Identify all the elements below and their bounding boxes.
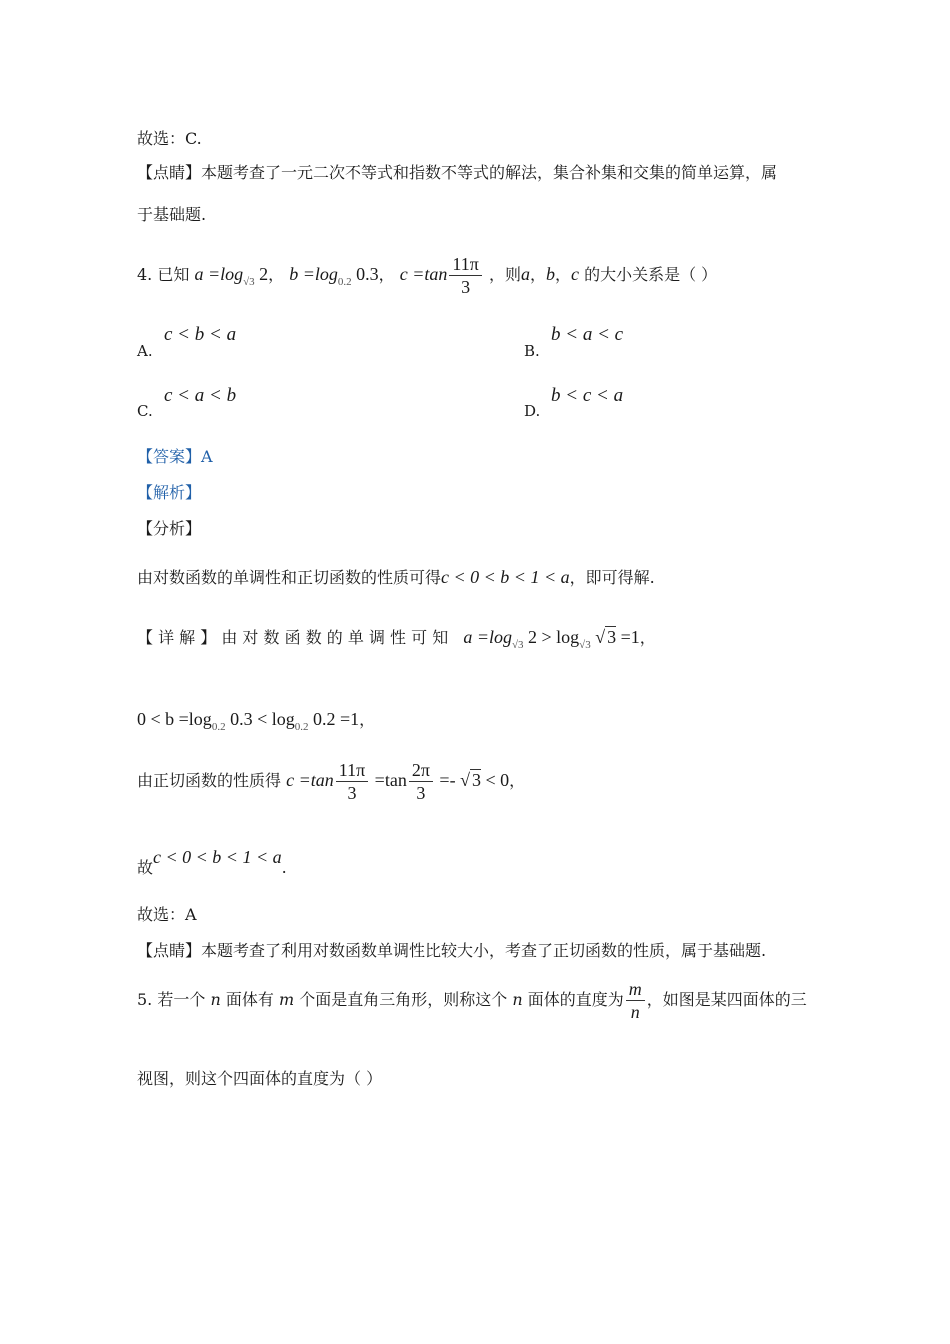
choose-line: 故选：A <box>137 905 197 924</box>
option-d-math: b < c < a <box>551 385 624 406</box>
fenxi-heading: 【分析】 <box>137 519 202 538</box>
detail-line-4: 故c < 0 < b < 1 < a. <box>137 847 287 877</box>
detail-line-3: 由正切函数的性质得 c =tan $\frac{11\pi}{3}$ =tan $\frac{2\pi}{3}$ =- √ 3 < 0， <box>137 760 526 804</box>
fenxi-text: 由对数函数的单调性和正切函数的性质可得c < 0 < b < 1 < a，即可得解. <box>137 567 655 587</box>
option-a-math: c < b < a <box>164 324 237 345</box>
option-a-label: A. <box>137 342 153 360</box>
option-b-label: B. <box>524 342 540 360</box>
option-b-math: b < a < c <box>551 324 624 345</box>
analysis-heading: 【解析】 <box>137 483 202 502</box>
question-5-line-2: 视图，则这个四面体的直度为（ ） <box>137 1069 383 1088</box>
detail-line-2: $0 < b =\log_{0.2}$ $0.3 < \log_{0.2} 0.2 =1$， <box>137 709 376 733</box>
question-5: 5. 若一个 n 面体有 m 个面是直角三角形，则称这个 n 面体的直度为 $\frac{m}{n}$ ，如图是某四面体的三 <box>137 979 807 1022</box>
option-c-label: C. <box>137 402 153 420</box>
text-line: 【点睛】本题考查了一元二次不等式和指数不等式的解法，集合补集和交集的简单运算，属 <box>137 163 778 182</box>
dianjing-line: 【点睛】本题考查了利用对数函数单调性比较大小，考查了正切函数的性质，属于基础题. <box>137 941 767 960</box>
option-c-math: c < a < b <box>164 385 237 406</box>
question-4: 4. 已知 $a =\log_{√3}$ 2， $b =\log_{0.2}$ 0.3， c =tan $\frac{11\pi}{3}$ ，则a，b，c 的大小关系是（ ） <box>137 254 718 298</box>
text-line: 于基础题. <box>137 205 207 224</box>
option-d-label: D. <box>524 402 541 420</box>
detail-line-1: 【 详 解 】 由 对 数 函 数 的 单 调 性 可 知 $a =\log_{√3}$ $2 > \log_{√3}$ √ 3 =1， <box>137 627 656 651</box>
text-line: 故选：C. <box>137 129 202 148</box>
answer-heading: 【答案】A <box>137 447 213 466</box>
